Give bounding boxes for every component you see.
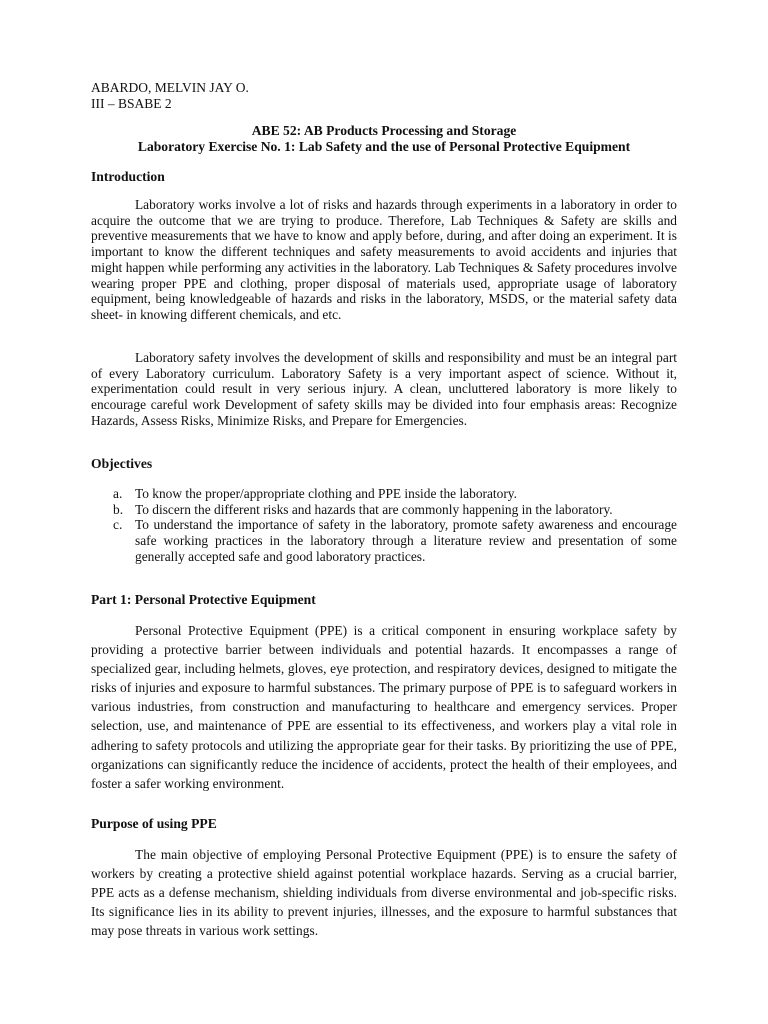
introduction-heading: Introduction xyxy=(91,169,165,184)
list-item-text: To know the proper/appropriate clothing and PPE inside the laboratory. xyxy=(135,486,517,501)
objectives-list xyxy=(91,486,677,565)
author-name: ABARDO, MELVIN JAY O. xyxy=(91,80,249,95)
list-marker: a. xyxy=(113,486,123,501)
introduction-paragraph-1: Laboratory works involve a lot of risks and hazards through experiments in a laboratory in order to acquire the outcome that we are trying to produce. Therefore, Lab Techniques & Safety are skills and preventive measurements that we have to know and apply before, during, and after doing an experiment. It is important to know the different techniques and safety measurements to avoid accidents and injuries that might happen while performing any activities in the laboratory. Lab Techniques & Safety procedures involve wearing proper PPE and clothing, proper disposal of materials used, appropriate usage of laboratory equipment, being knowledgeable of hazards and risks in the laboratory, MSDS, or the material safety data sheet- in knowing different chemicals, and etc. xyxy=(91,197,677,322)
list-marker: b. xyxy=(113,501,124,517)
list-item-text: To discern the different risks and hazards that are commonly happening in the laboratory. xyxy=(135,501,613,517)
purpose-heading: Purpose of using PPE xyxy=(91,816,217,831)
list-item-text: To understand the importance of safety in the laboratory, promote safety awareness and encourage safe working practices in the laboratory through a literature review and presentation of some generally accepted safe and good laboratory practices. xyxy=(135,517,677,564)
list-marker: c. xyxy=(113,517,123,533)
class-section: III – BSABE 2 xyxy=(91,96,172,111)
course-title: ABE 52: AB Products Processing and Storage xyxy=(251,123,517,138)
purpose-paragraph: The main objective of employing Personal Protective Equipment (PPE) is to ensure the safety of workers by creating a protective shield against potential workplace hazards. Serving as a crucial barrier, PPE acts as a defense mechanism, shielding individuals from diverse environmental and job-specific risks. Its significance lies in its ability to prevent injuries, illnesses, and the exposure to harmful substances that may pose threats in various work settings. xyxy=(91,847,677,939)
part1-paragraph: Personal Protective Equipment (PPE) is a critical component in ensuring workplace safety by providing a protective barrier between individuals and potential hazards. It encompasses a range of specialized gear, including helmets, gloves, eye protection, and respiratory devices, designed to mitigate the risks of injuries and exposure to harmful substances. The primary purpose of PPE is to safeguard workers in various industries, from construction and manufacturing to healthcare and emergency services. Proper selection, use, and maintenance of PPE are essential to its effectiveness, and workers play a vital role in adhering to safety protocols and utilizing the appropriate gear for their tasks. By prioritizing the use of PPE, organizations can significantly reduce the incidence of accidents, protect the health of their employees, and foster a safer working environment. xyxy=(91,623,677,791)
part1-heading: Part 1: Personal Protective Equipment xyxy=(91,592,316,607)
introduction-paragraph-2: Laboratory safety involves the development of skills and responsibility and must be an integral part of every Laboratory curriculum. Laboratory Safety is a very important aspect of science. Without it, experimentation could result in very serious injury. A clean, uncluttered laboratory is more likely to encourage careful work Development of safety skills may be divided into four emphasis areas: Recognize Hazards, Assess Risks, Minimize Risks, and Prepare for Emergencies. xyxy=(91,350,677,428)
exercise-title: Laboratory Exercise No. 1: Lab Safety and the use of Personal Protective Equipment xyxy=(137,139,631,154)
list-item xyxy=(91,517,677,564)
list-item xyxy=(91,486,677,502)
list-item xyxy=(91,502,677,518)
objectives-heading: Objectives xyxy=(91,456,153,471)
